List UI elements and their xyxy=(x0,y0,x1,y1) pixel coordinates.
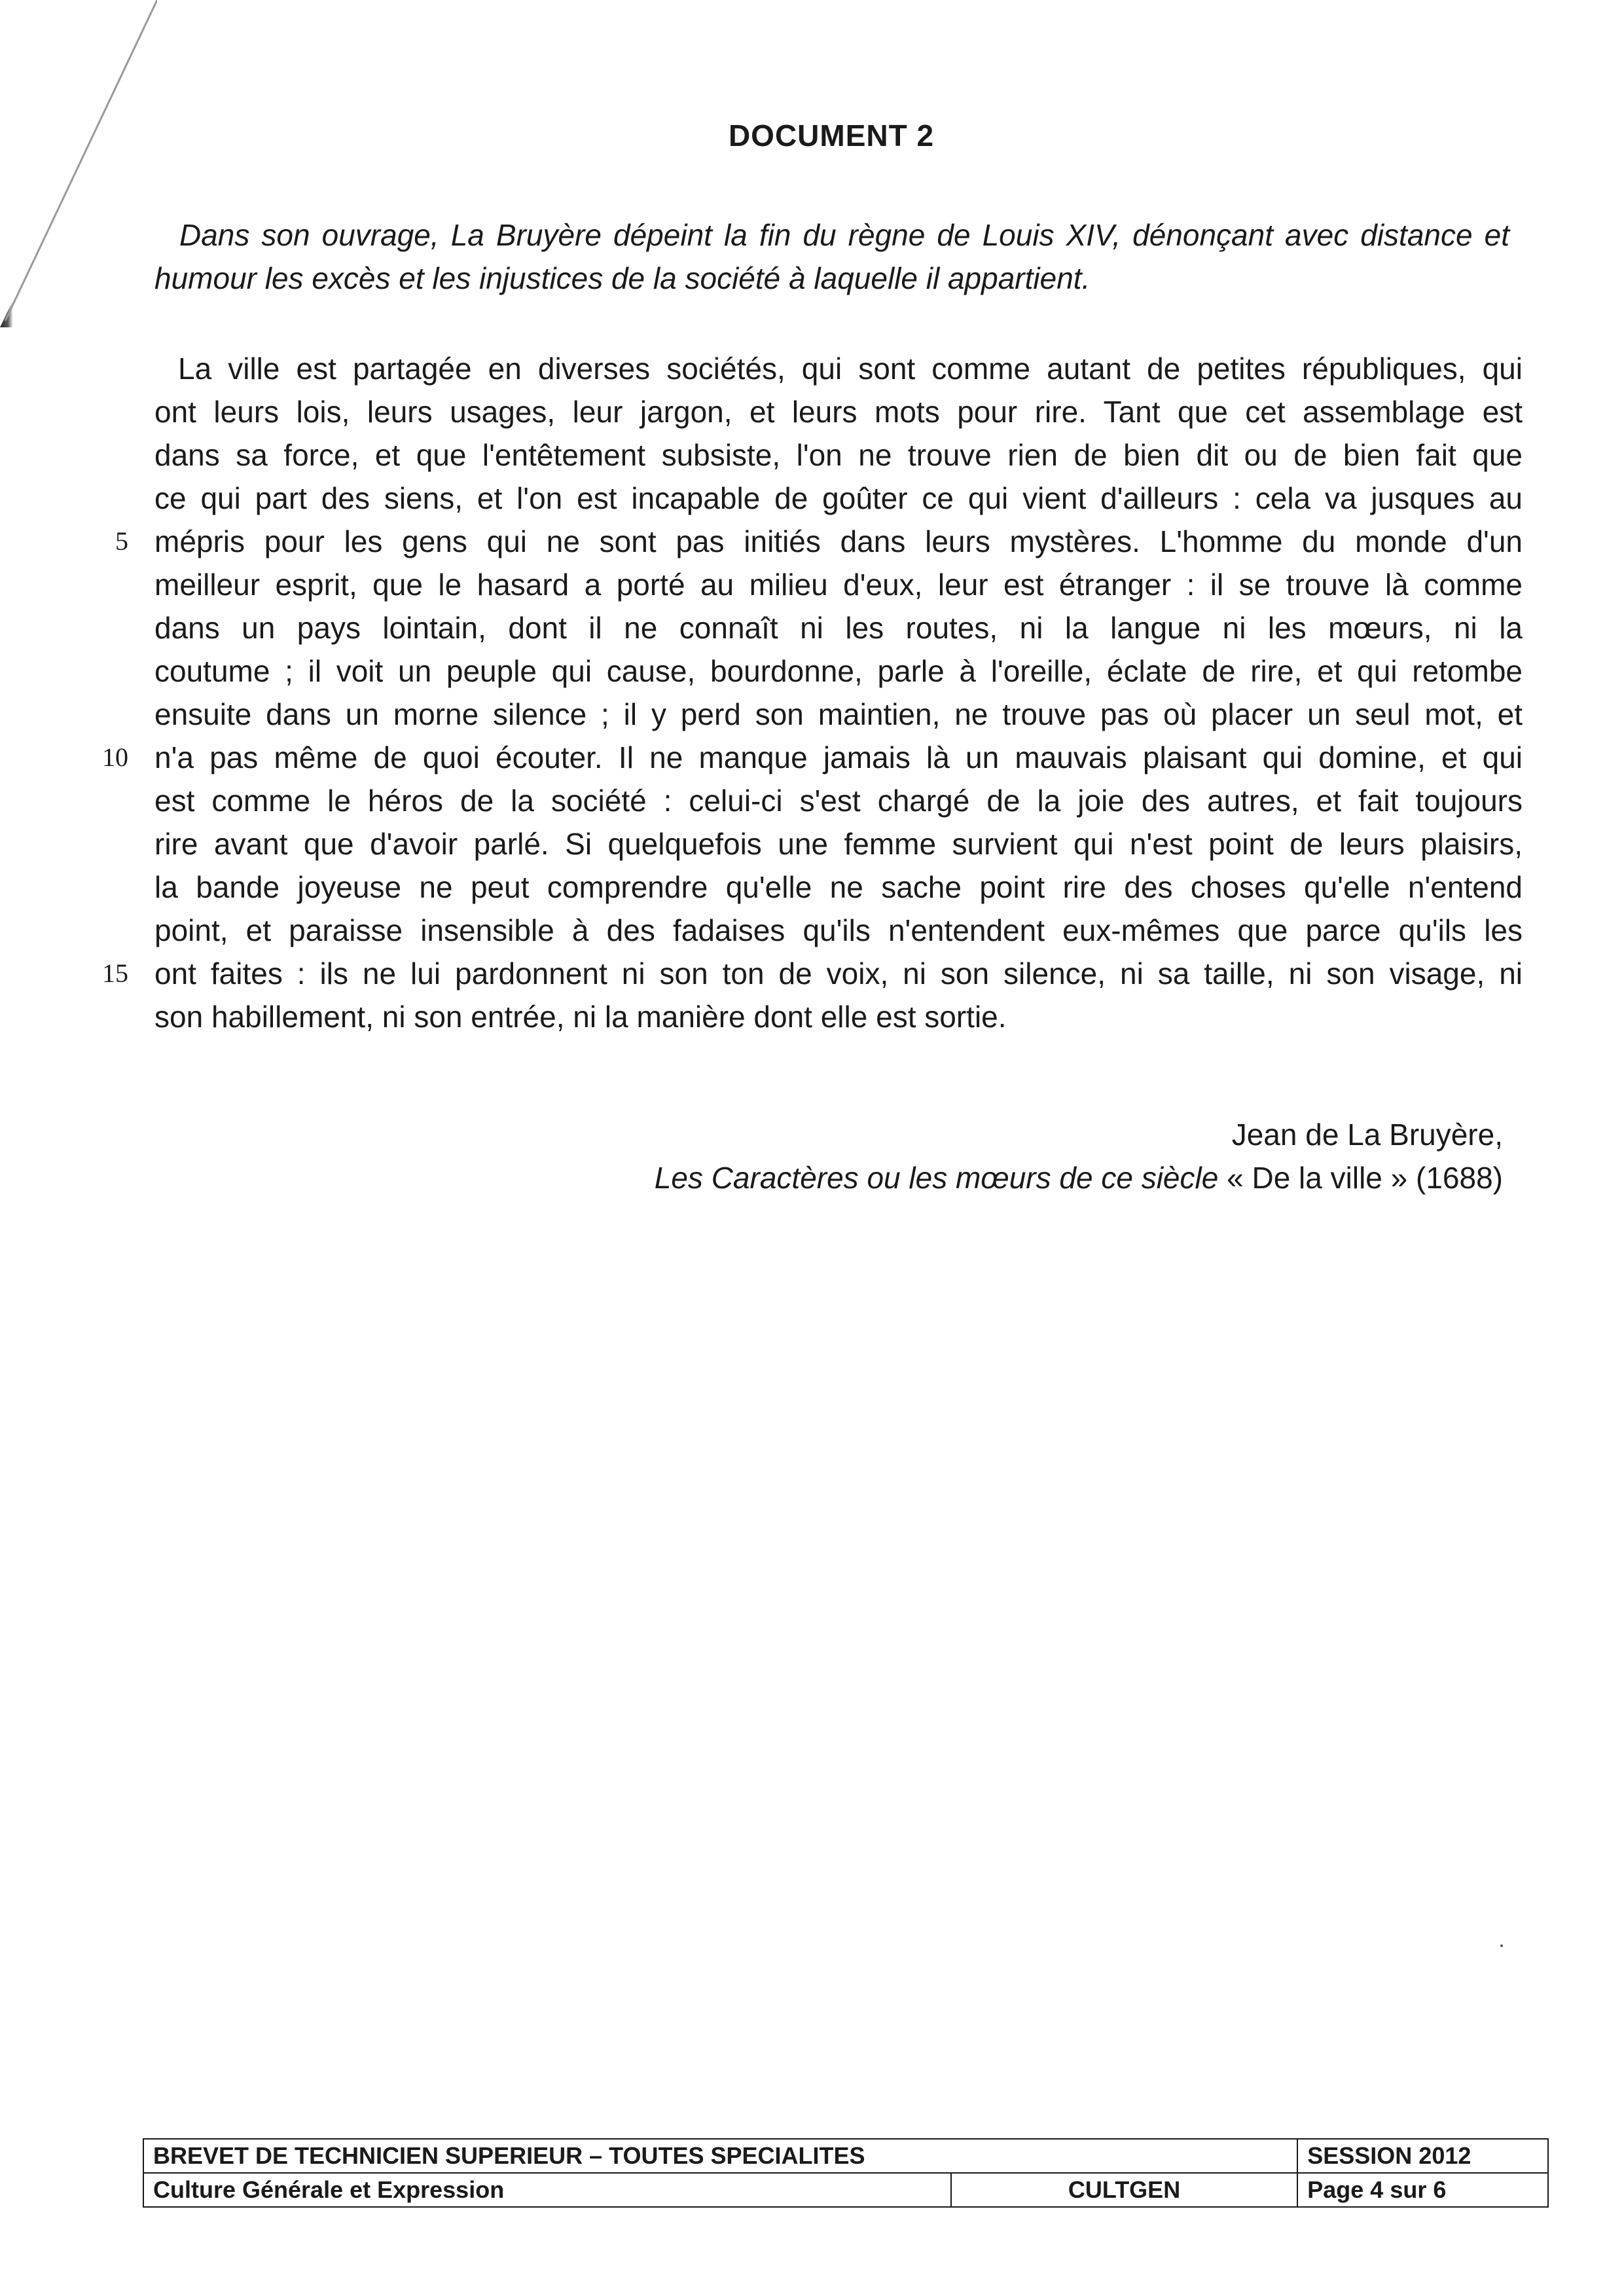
footer-session: SESSION 2012 xyxy=(1297,2139,1548,2173)
signature-block xyxy=(655,1113,1503,1199)
folded-corner xyxy=(0,0,157,327)
line-text: rire avant que d'avoir parlé. Si quelquefois une femme survient qui n'est point de leurs plaisirs, xyxy=(154,827,1523,861)
footer-code: CULTGEN xyxy=(951,2173,1297,2207)
line-text: ce qui part des siens, et l'on est incapable de goûter ce qui vient d'ailleurs : cela va jusques au xyxy=(154,481,1523,515)
text-line xyxy=(154,995,1523,1038)
footer-exam: BREVET DE TECHNICIEN SUPERIEUR – TOUTES SPECIALITES xyxy=(143,2139,1297,2173)
footer-row-1 xyxy=(143,2139,1548,2173)
line-text: mépris pour les gens qui ne sont pas initiés dans leurs mystères. L'homme du monde d'un xyxy=(154,524,1523,558)
line-text: ensuite dans un morne silence ; il y perd son maintien, ne trouve pas où placer un seul mot, et xyxy=(154,697,1523,731)
main-text xyxy=(102,347,1523,1038)
document-title: DOCUMENT 2 xyxy=(728,118,935,153)
text-line xyxy=(154,909,1523,952)
intro-paragraph: Dans son ouvrage, La Bruyère dépeint la fin du règne de Louis XIV, dénonçant avec distance et humour les excès et les injustices de la société à laquelle il appartient. xyxy=(154,218,1509,295)
text-line xyxy=(154,606,1523,649)
text-line xyxy=(154,390,1523,433)
work-reference xyxy=(655,1156,1503,1199)
line-text: ont leurs lois, leurs usages, leur jargon, et leurs mots pour rire. Tant que cet assemblage est xyxy=(154,395,1523,429)
line-text: son habillement, ni son entrée, ni la manière dont elle est sortie. xyxy=(154,1000,1007,1034)
text-line xyxy=(154,822,1523,866)
line-text: dans sa force, et que l'entêtement subsiste, l'on ne trouve rien de bien dit ou de bien fait que xyxy=(154,438,1523,472)
text-line xyxy=(154,779,1523,822)
footer-table xyxy=(143,2138,1549,2208)
author-name: Jean de La Bruyère, xyxy=(1231,1118,1503,1152)
line-text: point, et paraisse insensible à des fadaises qu'ils n'entendent eux-mêmes que parce qu'ils les xyxy=(154,913,1523,947)
text-line xyxy=(102,736,1523,779)
chapter-reference: « De la ville » (1688) xyxy=(1227,1161,1503,1195)
text-line xyxy=(154,649,1523,693)
line-text: ont faites : ils ne lui pardonnent ni son ton de voix, ni son silence, ni sa taille, ni son visage, ni xyxy=(154,957,1523,991)
work-title: Les Caractères ou les mœurs de ce siècle xyxy=(654,1161,1219,1195)
line-number: 10 xyxy=(102,742,128,772)
footer-subject: Culture Générale et Expression xyxy=(143,2173,951,2207)
footer-row-2 xyxy=(143,2173,1548,2207)
text-line xyxy=(154,477,1523,520)
text-line xyxy=(102,952,1523,995)
text-line xyxy=(115,520,1523,563)
text-line xyxy=(154,347,1523,390)
line-text: coutume ; il voit un peuple qui cause, bourdonne, parle à l'oreille, éclate de rire, et qui retombe xyxy=(154,654,1523,688)
line-text: est comme le héros de la société : celui-ci s'est chargé de la joie des autres, et fait toujours xyxy=(154,784,1523,818)
text-line xyxy=(154,693,1523,736)
text-line xyxy=(154,866,1523,909)
line-text: n'a pas même de quoi écouter. Il ne manque jamais là un mauvais plaisant qui domine, et qui xyxy=(154,740,1523,774)
line-number: 5 xyxy=(115,526,128,556)
text-line xyxy=(154,433,1523,477)
line-text: dans un pays lointain, dont il ne connaît ni les routes, ni la langue ni les mœurs, ni la xyxy=(154,611,1523,645)
line-text: la bande joyeuse ne peut comprendre qu'elle ne sache point rire des choses qu'elle n'entend xyxy=(154,870,1523,904)
scan-speck xyxy=(1500,1944,1503,1947)
text-line xyxy=(154,563,1523,606)
footer-page: Page 4 sur 6 xyxy=(1297,2173,1548,2207)
line-text: meilleur esprit, que le hasard a porté au milieu d'eux, leur est étranger : il se trouve là comme xyxy=(154,568,1523,602)
line-text: La ville est partagée en diverses sociétés, qui sont comme autant de petites républiques, qui xyxy=(178,352,1523,386)
line-number: 15 xyxy=(102,958,128,988)
